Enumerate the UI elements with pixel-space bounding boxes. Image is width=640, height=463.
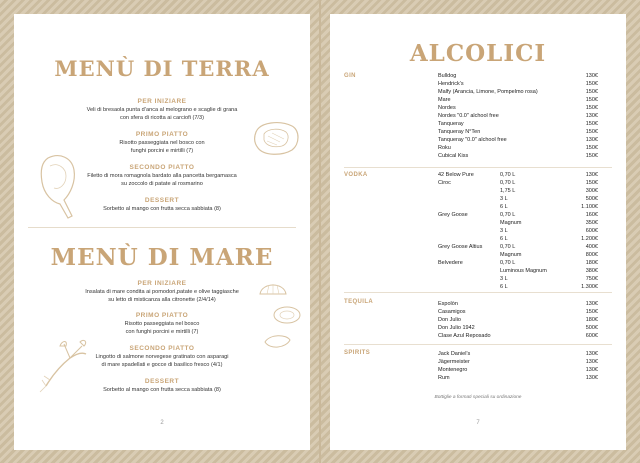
drink-row xyxy=(330,121,626,129)
drink-price: 500€ xyxy=(585,196,598,202)
ham-leg-icon xyxy=(38,152,90,222)
spine-divider xyxy=(319,0,321,463)
mare-starter-line: Insalata di mare condita ai pomodori,patate e olive taggiasche xyxy=(85,289,239,295)
drink-price: 350€ xyxy=(585,220,598,226)
drink-price: 150€ xyxy=(585,89,598,95)
drink-name: Nordes xyxy=(438,105,456,111)
steak-icon xyxy=(250,118,302,158)
drink-row xyxy=(330,153,626,161)
drink-price: 130€ xyxy=(585,137,598,143)
mare-dessert-heading: DESSERT xyxy=(144,378,180,385)
drink-price: 130€ xyxy=(585,351,598,357)
drink-price: 130€ xyxy=(585,301,598,307)
drink-row xyxy=(330,333,626,341)
drink-price: 750€ xyxy=(585,276,598,282)
drink-price: 150€ xyxy=(585,180,598,186)
drink-size: 0,70 L xyxy=(500,212,516,218)
drink-size: 1,75 L xyxy=(500,188,516,194)
drink-row xyxy=(330,204,626,212)
drink-row xyxy=(330,252,626,260)
drink-price: 600€ xyxy=(585,333,598,339)
drink-name: Jack Daniel’s xyxy=(438,351,471,357)
drink-row xyxy=(330,268,626,276)
category-gin: GIN xyxy=(344,73,356,79)
mare-starter-heading: PER INIZIARE xyxy=(137,280,187,287)
drink-size: 6 L xyxy=(500,236,508,242)
drink-size: 0,70 L xyxy=(500,260,516,266)
mare-secondo-line: di mare spadellati e gocce di basilico fresco (4/1) xyxy=(101,361,223,368)
category-spirits: SPIRITS xyxy=(344,350,371,356)
oyster-icon xyxy=(272,304,302,326)
drink-row xyxy=(330,196,626,204)
drink-price: 150€ xyxy=(585,309,598,315)
drink-price: 150€ xyxy=(585,121,598,127)
drink-name: Nordes "0.0" alchool free xyxy=(438,113,499,119)
terra-secondo-line: Filetto di mora romagnola bardato alla pancetta bergamasca xyxy=(87,173,237,179)
drink-name: Don Julio xyxy=(438,317,461,323)
drink-price: 600€ xyxy=(585,228,598,234)
drink-row xyxy=(330,236,626,244)
drink-name: Montenegro xyxy=(438,367,468,373)
drink-row xyxy=(330,260,626,268)
drink-name: Tanqueray "0.0" alchool free xyxy=(438,137,507,143)
drink-name: Cubical Kiss xyxy=(438,153,469,159)
drink-name: Bulldog xyxy=(438,73,457,79)
terra-dessert-line: Sorbetto al mango con frutta secca sabbiata (8) xyxy=(103,206,221,212)
drink-name: Roku xyxy=(438,145,451,151)
drink-name: Jägermeister xyxy=(438,359,470,365)
drink-row xyxy=(330,301,626,309)
drink-name: Espolòn xyxy=(438,301,458,307)
drink-price: 400€ xyxy=(585,244,598,250)
drink-price: 130€ xyxy=(585,73,598,79)
drink-row xyxy=(330,105,626,113)
terra-primo-line: funghi porcini e mirtilli (7) xyxy=(130,147,194,154)
drink-row xyxy=(330,367,626,375)
drink-name: Hendrick’s xyxy=(438,81,464,87)
page-number-left: 2 xyxy=(160,420,164,426)
drink-row xyxy=(330,220,626,228)
clam-shell-icon xyxy=(258,276,288,300)
drink-price: 1.300€ xyxy=(581,284,598,290)
category-tequila: TEQUILA xyxy=(344,299,374,305)
drink-size: 0,70 L xyxy=(500,172,516,178)
drink-size: 6 L xyxy=(500,204,508,210)
category-separator xyxy=(344,167,612,168)
drink-name: Clase Azul Reposado xyxy=(438,333,491,339)
terra-starter-line: Veli di bresaola punta d’anca al melograno e scaglie di grana xyxy=(86,107,238,113)
drink-price: 160€ xyxy=(585,212,598,218)
drink-name: Belvedere xyxy=(438,260,463,266)
category-separator xyxy=(344,344,612,345)
drink-price: 150€ xyxy=(585,105,598,111)
drink-name: Tanqueray N°Ten xyxy=(438,129,481,135)
mussel-icon xyxy=(262,332,292,352)
alcolici-title: ALCOLICI xyxy=(409,40,547,67)
mare-starter-text xyxy=(36,289,288,304)
drink-row xyxy=(330,129,626,137)
drink-price: 300€ xyxy=(585,188,598,194)
drink-name: Grey Goose xyxy=(438,212,468,218)
drink-price: 130€ xyxy=(585,172,598,178)
drink-price: 130€ xyxy=(585,367,598,373)
terra-title: MENÙ DI TERRA xyxy=(54,56,270,81)
drink-size: 6 L xyxy=(500,284,508,290)
category-vodka: VODKA xyxy=(344,172,368,178)
drink-row xyxy=(330,73,626,81)
drink-row xyxy=(330,137,626,145)
mare-primo-text xyxy=(36,321,288,336)
drink-name: Rum xyxy=(438,375,450,381)
drink-row xyxy=(330,284,626,292)
drink-row xyxy=(330,180,626,188)
drink-row xyxy=(330,309,626,317)
terra-dessert-heading: DESSERT xyxy=(144,197,180,204)
drink-name: 42 Below Pure xyxy=(438,172,474,178)
drink-price: 150€ xyxy=(585,97,598,103)
mare-dessert-line: Sorbetto al mango con frutta secca sabbiata (8) xyxy=(103,387,221,393)
drink-size: 0,70 L xyxy=(500,180,516,186)
drink-row xyxy=(330,228,626,236)
drink-price: 1.100€ xyxy=(581,204,598,210)
mare-primo-line: con funghi porcini e mirtilli (7) xyxy=(125,328,199,335)
drink-size: 3 L xyxy=(500,196,508,202)
drink-price: 150€ xyxy=(585,153,598,159)
drink-row xyxy=(330,317,626,325)
drink-price: 130€ xyxy=(585,375,598,381)
drink-size: 3 L xyxy=(500,228,508,234)
lobster-icon xyxy=(36,336,96,396)
drink-price: 500€ xyxy=(585,325,598,331)
drink-price: 150€ xyxy=(585,145,598,151)
drink-row xyxy=(330,359,626,367)
drink-price: 180€ xyxy=(585,260,598,266)
drink-price: 130€ xyxy=(585,359,598,365)
drink-price: 1.200€ xyxy=(581,236,598,242)
drink-name: Don Julio 1942 xyxy=(438,325,475,331)
terra-primo-heading: PRIMO PIATTO xyxy=(135,131,189,138)
drink-price: 130€ xyxy=(585,113,598,119)
drink-name: Tanqueray xyxy=(438,121,464,127)
terra-secondo-line: su zoccolo di patate al rosmarino xyxy=(121,180,203,187)
drink-name: Mare xyxy=(438,97,451,103)
drink-row xyxy=(330,113,626,121)
mare-title: MENÙ DI MARE xyxy=(50,244,274,271)
drink-name: Grey Goose Altius xyxy=(438,244,483,250)
drink-row xyxy=(330,375,626,383)
drink-size: Magnum xyxy=(500,252,522,258)
drink-size: 3 L xyxy=(500,276,508,282)
drink-row xyxy=(330,145,626,153)
terra-secondo-heading: SECONDO PIATTO xyxy=(129,164,195,171)
terra-starter-heading: PER INIZIARE xyxy=(137,98,187,105)
drink-row xyxy=(330,276,626,284)
drink-price: 800€ xyxy=(585,252,598,258)
drink-size: Luminous Magnum xyxy=(500,268,547,274)
drink-name: Casamigos xyxy=(438,309,466,315)
bottle-format-note: Bottiglie a formati speciali su ordinazione xyxy=(434,395,522,400)
drink-row xyxy=(330,97,626,105)
drink-price: 180€ xyxy=(585,317,598,323)
drink-size: Magnum xyxy=(500,220,522,226)
page-number-right: 7 xyxy=(476,420,480,426)
drink-row xyxy=(330,81,626,89)
menu-page-right xyxy=(330,14,626,450)
drink-row xyxy=(330,351,626,359)
drink-price: 150€ xyxy=(585,129,598,135)
drink-row xyxy=(330,172,626,180)
drink-size: 0,70 L xyxy=(500,244,516,250)
drink-name: Malfy (Arancia, Limone, Pompelmo rosa) xyxy=(438,89,538,95)
category-separator xyxy=(344,292,612,293)
menu-page-left xyxy=(14,14,310,450)
drink-price: 150€ xyxy=(585,81,598,87)
mare-starter-line: su letto di misticanza alla citronette (2/4/14) xyxy=(108,296,216,303)
drink-row xyxy=(330,325,626,333)
drink-row xyxy=(330,244,626,252)
mare-secondo-heading: SECONDO PIATTO xyxy=(129,345,195,352)
mare-primo-heading: PRIMO PIATTO xyxy=(135,312,189,319)
terra-starter-line: con sfera di ricotta ai carciofi (7/3) xyxy=(120,114,204,121)
terra-primo-line: Risotto passeggiata nel bosco con xyxy=(119,140,205,146)
drink-name: Ciroc xyxy=(438,180,451,186)
drink-row xyxy=(330,188,626,196)
drink-row xyxy=(330,212,626,220)
drink-row xyxy=(330,89,626,97)
drink-price: 380€ xyxy=(585,268,598,274)
menu-divider xyxy=(28,227,296,228)
mare-primo-line: Risotto passeggiata nel bosco xyxy=(124,321,200,327)
mare-secondo-line: Lingotto di salmone norvegese gratinato con asparagi xyxy=(95,354,229,360)
